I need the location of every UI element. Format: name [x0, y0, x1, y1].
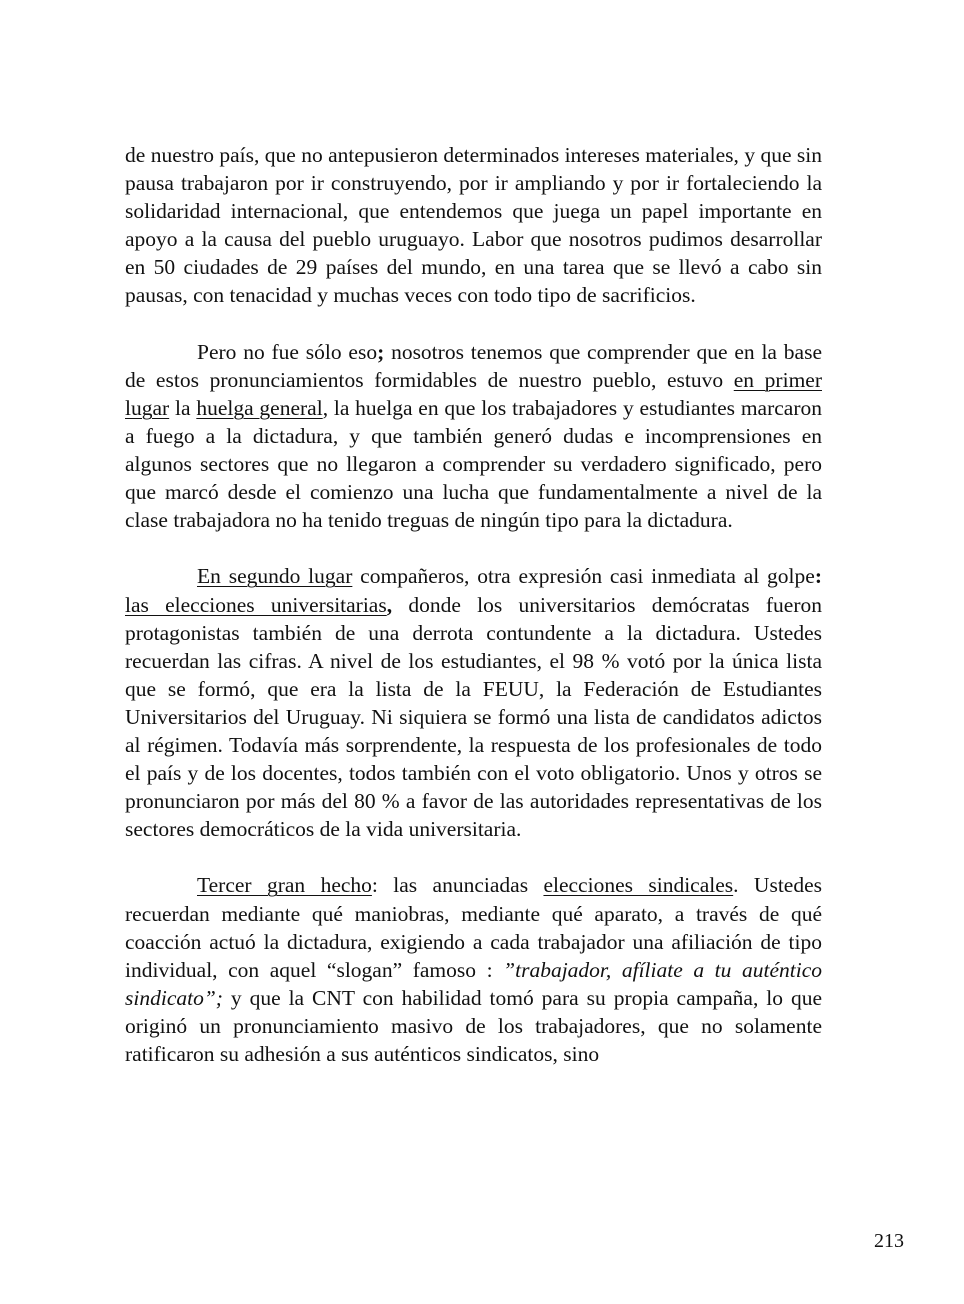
underlined-elecciones-sindicales: elecciones sindicales	[543, 873, 734, 898]
underlined-tercer-gran-hecho: Tercer gran hecho	[197, 873, 372, 898]
underlined-en-primer-lugar: en primer lugar	[125, 367, 822, 420]
paragraph-3-colon: :	[814, 564, 822, 589]
paragraph-3-text-a: compañeros, otra expresión casi inmediata al golpe	[352, 564, 815, 589]
paragraph-4-text-b: . Ustedes recuerdan mediante qué maniobras, mediante qué aparato, a través de qué coacción actuó la dictadura, exigiendo a cada trabajador una afiliación de tipo individual, con aquel “slogan” famoso :	[125, 873, 822, 982]
body-text	[125, 141, 822, 1096]
paragraph-2-text-c: la	[169, 395, 197, 420]
underlined-huelga-general: huelga general	[196, 395, 323, 420]
paragraph-4-text-a: : las anunciadas	[371, 873, 544, 898]
paragraph-2	[125, 338, 822, 535]
paragraph-1	[125, 141, 822, 310]
paragraph-4-text-c: y que la CNT con habilidad tomó para su propia campaña, lo que originó un pronunciamiento masivo de los trabajadores, que no solamente ratificaron su adhesión a sus auténticos sindicatos, sino	[125, 985, 822, 1066]
italic-slogan: ”trabajador, afíliate a tu auténtico sindicato”;	[125, 957, 822, 1010]
paragraph-3-comma: ,	[386, 592, 393, 617]
paragraph-2-text-d: , la huelga en que los trabajadores y estudiantes marcaron a fuego a la dictadura, y que también generó dudas e incomprensiones en algunos sectores que no llegaron a comprender su verdadero significado, pero que marcó desde el comienzo una lucha que fundamentalmente a nivel de la clase trabajadora no ha tenido treguas de ningún tipo para la dictadura.	[125, 395, 822, 533]
paragraph-3	[125, 562, 822, 843]
paragraph-1-text: de nuestro país, que no antepusieron determinados intereses materiales, y que sin pausa trabajaron por ir construyendo, por ir ampliando y por ir fortaleciendo la solidaridad internacional, que entendemos que juega un papel importante en apoyo a la causa del pueblo uruguayo. Labor que nosotros pudimos desarrollar en 50 ciudades de 29 países del mundo, en una tarea que se llevó a cabo sin pausas, con tenacidad y muchas veces con todo tipo de sacrificios.	[125, 143, 822, 308]
paragraph-2-semicolon: ;	[377, 339, 385, 364]
paragraph-4	[125, 871, 822, 1068]
page-number: 213	[874, 1230, 904, 1252]
underlined-elecciones-universitarias: las elecciones universitarias	[125, 592, 387, 617]
paragraph-3-text-b: donde los universitarios demócratas fueron protagonistas también de una derrota contundente a la dictadura. Ustedes recuerdan las cifras. A nivel de los estudiantes, el 98 % votó por la única lista que se formó, que era la lista de la FEUU, la Federación de Estudiantes Universitarios del Uruguay. Ni siquiera se formó una lista de candidatos adictos al régimen. Todavía más sorprendente, la respuesta de los profesionales de todo el país y de los docentes, todos también con el voto obligatorio. Unos y otros se pronunciaron por más del 80 % a favor de las autoridades representativas de los sectores democráticos de la vida universitaria.	[125, 592, 822, 842]
paragraph-2-text-a: Pero no fue sólo eso	[197, 339, 378, 364]
underlined-en-segundo-lugar: En segundo lugar	[197, 564, 353, 589]
paragraph-2-text-b: nosotros tenemos que comprender que en la base de estos pronunciamientos formidables de nuestro pueblo, estuvo	[125, 339, 822, 392]
